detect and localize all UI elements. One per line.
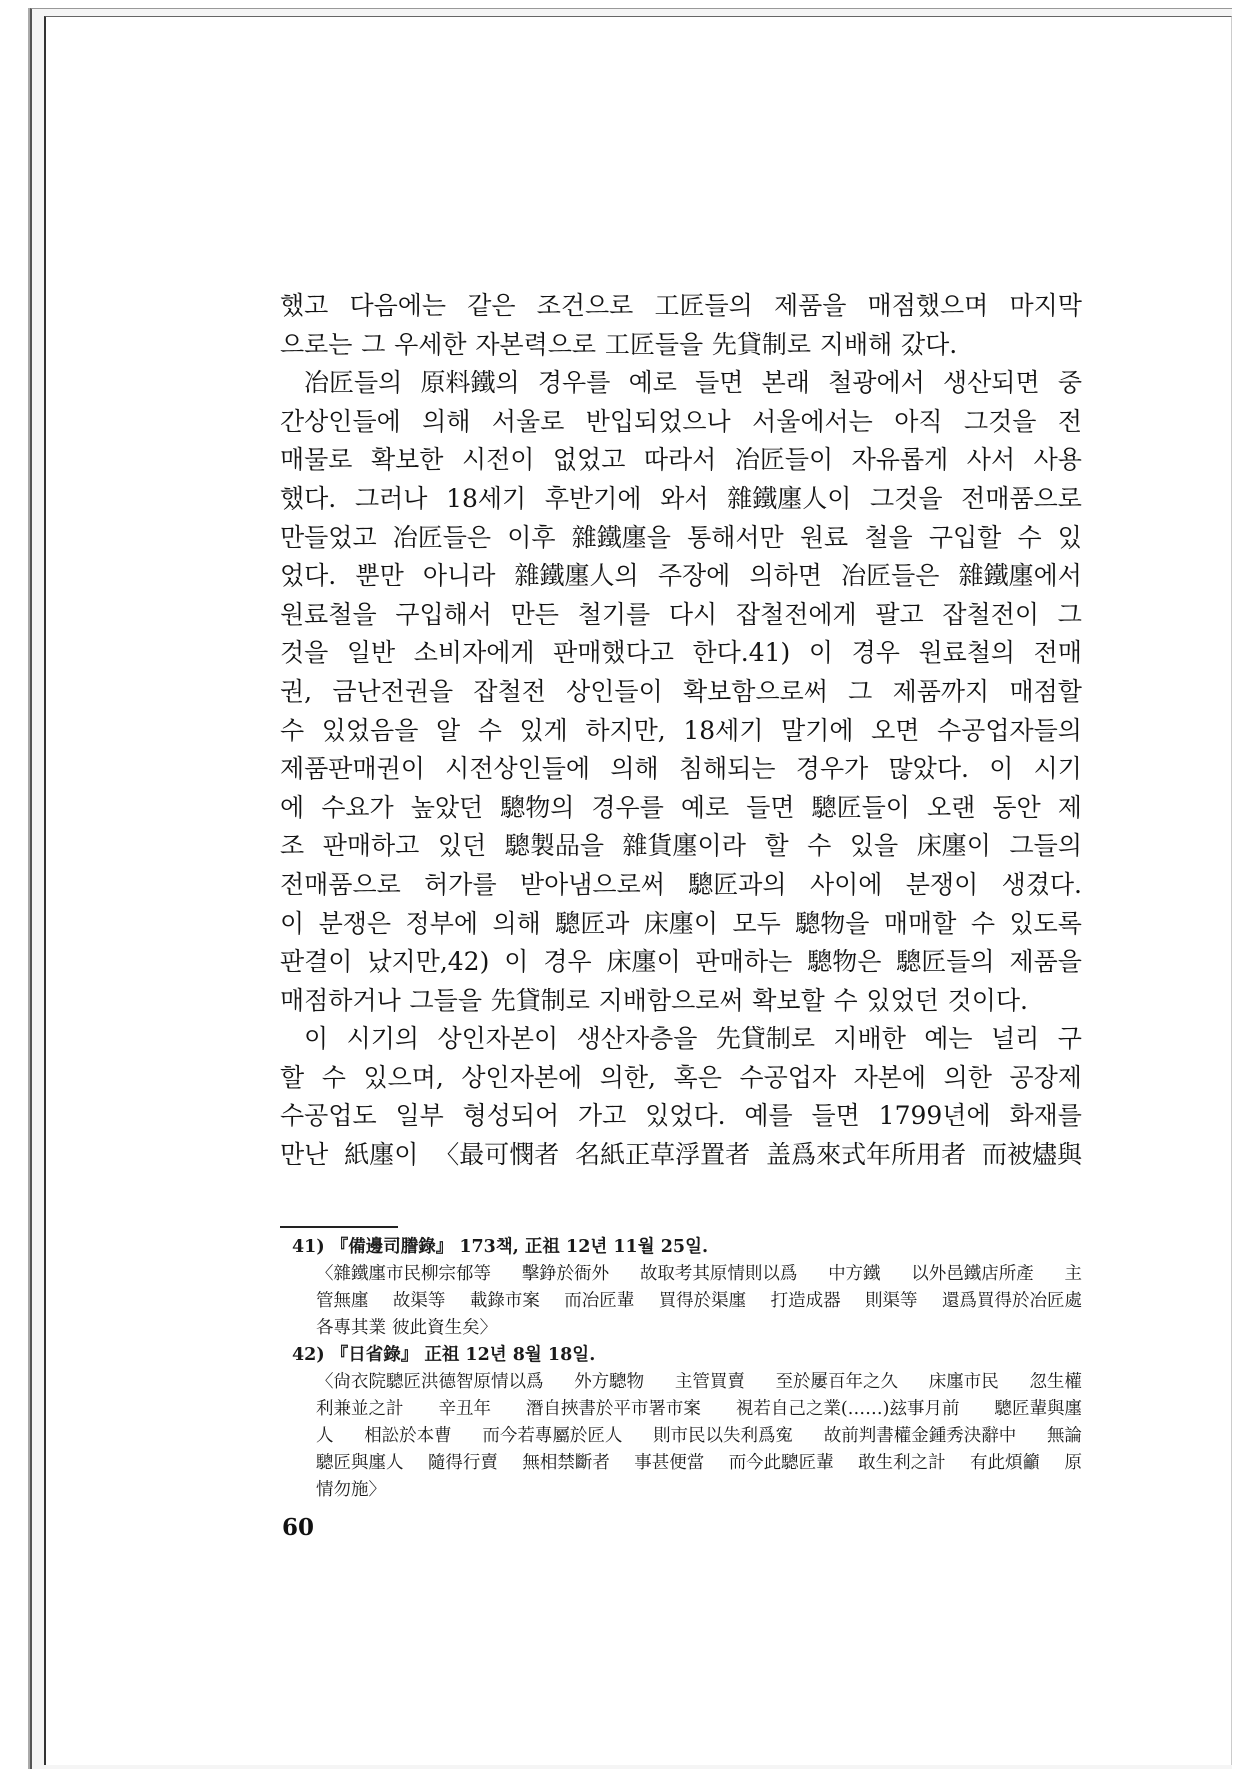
- footnote-quote-line: 情勿施〉: [316, 1480, 386, 1500]
- body-line: 했고 다음에는 같은 조건으로 工匠들의 제품을 매점했으며 마지막: [280, 291, 1082, 320]
- footnote-quote-line: 各專其業 彼此資生矣〉: [316, 1318, 498, 1338]
- body-line: 할 수 있으며, 상인자본에 의한, 혹은 수공업자 자본에 의한 공장제: [280, 1062, 1082, 1092]
- page-number: 60: [282, 1514, 315, 1541]
- body-line: 에 수요가 높았던 驄物의 경우를 예로 들면 驄匠들이 오랜 동안 제: [280, 792, 1082, 822]
- footnote-quote-line: 驄匠與廛人 隨得行賣 無相禁斷者 事甚便當 而今此驄匠輩 敢生利之計 有此煩籲 原: [316, 1453, 1082, 1473]
- body-line: 冶匠들의 原料鐵의 경우를 예로 들면 본래 철광에서 생산되면 중: [304, 368, 1082, 398]
- footnote-quote-line: 管無廛 故渠等 載錄市案 而冶匠輩 買得於渠廛 打造成器 則渠等 還爲買得於冶匠處: [316, 1291, 1082, 1311]
- footnote-quote-line: 人 相訟於本曹 而今若專屬於匠人 則市民以失利爲寃 故前判書權金鍾秀決辭中 無論: [316, 1426, 1082, 1446]
- body-line: 이 시기의 상인자본이 생산자층을 先貸制로 지배한 예는 널리 구: [304, 1024, 1082, 1054]
- body-line: 었다. 뿐만 아니라 雜鐵廛人의 주장에 의하면 冶匠들은 雜鐵廛에서: [280, 561, 1082, 591]
- body-line: 매물로 확보한 시전이 없었고 따라서 冶匠들이 자유롭게 사서 사용: [280, 445, 1082, 475]
- body-line: 것을 일반 소비자에게 판매했다고 한다.41) 이 경우 원료철의 전매: [280, 638, 1082, 668]
- body-line: 만난 紙廛이 〈最可憫者 名紙正草浮置者 盖爲來式年所用者 而被燼與: [280, 1140, 1082, 1170]
- footnote-quote-line: 利兼並之計 辛丑年 潛自挾書於平市署市案 視若自己之業(……)玆事月前 驄匠輩與廛: [316, 1399, 1082, 1419]
- footnote-citation: 41) 『備邊司謄錄』 173책, 正祖 12년 11월 25일.: [292, 1237, 709, 1257]
- footnote-quote-line: 〈雜鐵廛市民柳宗郁等 擊錚於衙外 故取考其原情則以爲 中方鐵 以外邑鐵店所產 主: [316, 1264, 1082, 1284]
- body-line: 원료철을 구입해서 만든 철기를 다시 잡철전에게 팔고 잡철전이 그: [280, 599, 1082, 629]
- body-line: 매점하거나 그들을 先貸制로 지배함으로써 확보할 수 있었던 것이다.: [280, 985, 1028, 1015]
- body-line: 권, 금난전권을 잡철전 상인들이 확보함으로써 그 제품까지 매점할: [280, 676, 1082, 706]
- footnote-quote-line: 〈尙衣院驄匠洪德智原情以爲 外方驄物 主管買賣 至於屢百年之久 床廛市民 忽生權: [316, 1372, 1082, 1392]
- body-line: 했다. 그러나 18세기 후반기에 와서 雜鐵廛人이 그것을 전매품으로: [280, 483, 1082, 513]
- body-line: 제품판매권이 시전상인들에 의해 침해되는 경우가 많았다. 이 시기: [280, 754, 1082, 784]
- body-line: 수공업도 일부 형성되어 가고 있었다. 예를 들면 1799년에 화재를: [280, 1101, 1082, 1131]
- body-line: 수 있었음을 알 수 있게 하지만, 18세기 말기에 오면 수공업자들의: [280, 715, 1082, 745]
- body-line: 판결이 났지만,42) 이 경우 床廛이 판매하는 驄物은 驄匠들의 제품을: [280, 947, 1082, 977]
- body-line: 간상인들에 의해 서울로 반입되었으나 서울에서는 아직 그것을 전: [280, 406, 1082, 436]
- body-line: 조 판매하고 있던 驄製品을 雜貨廛이라 할 수 있을 床廛이 그들의: [280, 831, 1082, 861]
- body-text: [280, 287, 1082, 1175]
- body-line: 만들었고 冶匠들은 이후 雜鐵廛을 통해서만 원료 철을 구입할 수 있: [280, 522, 1082, 552]
- body-line: 으로는 그 우세한 자본력으로 工匠들을 先貸制로 지배해 갔다.: [280, 329, 958, 359]
- footnotes: [280, 1234, 1082, 1504]
- body-line: 이 분쟁은 정부에 의해 驄匠과 床廛이 모두 驄物을 매매할 수 있도록: [280, 908, 1082, 938]
- footnote-citation: 42) 『日省錄』 正祖 12년 8월 18일.: [292, 1345, 596, 1365]
- body-line: 전매품으로 허가를 받아냄으로써 驄匠과의 사이에 분쟁이 생겼다.: [280, 869, 1082, 899]
- footnote-separator: [280, 1226, 398, 1228]
